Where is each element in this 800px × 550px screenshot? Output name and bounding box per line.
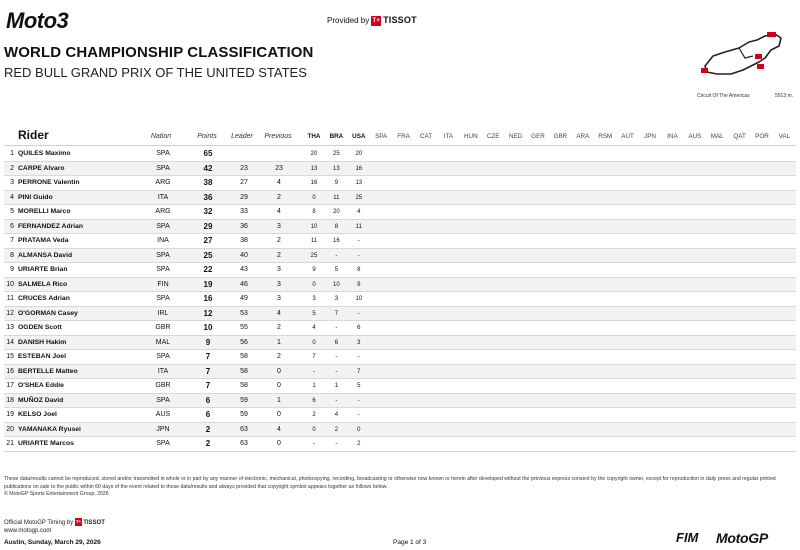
- rider-gap-leader: 40: [240, 251, 248, 259]
- race-result: 8: [357, 267, 361, 273]
- rider-gap-previous: 1: [277, 338, 281, 346]
- circuit-name: Circuit Of The Americas: [697, 93, 750, 99]
- rider-position: 6: [10, 222, 14, 230]
- rider-position: 5: [10, 208, 14, 215]
- rider-name: URIARTE Brian: [18, 266, 68, 273]
- page-number: Page 1 of 3: [393, 539, 427, 546]
- rider-position: 12: [6, 309, 14, 317]
- rider-position: 20: [6, 425, 14, 433]
- race-result: -: [335, 368, 338, 375]
- table-row: [4, 394, 796, 409]
- rider-points: 6: [205, 395, 211, 405]
- page-subtitle: RED BULL GRAND PRIX OF THE UNITED STATES: [4, 65, 307, 80]
- rider-points: 27: [203, 236, 213, 245]
- race-result: 16: [355, 165, 363, 172]
- rider-nation: GBR: [155, 324, 171, 331]
- rider-position: 10: [6, 280, 14, 288]
- rider-position: 17: [6, 382, 14, 389]
- rider-points: 36: [203, 192, 213, 202]
- rider-gap-leader: 55: [240, 324, 248, 331]
- timing-label: Official MotoGP Timing by: [4, 520, 74, 526]
- race-result: 8: [312, 209, 316, 215]
- rider-points: 2: [205, 439, 211, 448]
- table-row: [4, 176, 796, 191]
- table-row: [4, 249, 796, 264]
- table-row: [4, 278, 796, 293]
- header-divider: [4, 145, 796, 146]
- rider-points: 2: [205, 424, 211, 434]
- tissot-wordmark: TISSOT: [383, 15, 417, 25]
- race-result: -: [357, 238, 360, 244]
- race-result: -: [313, 441, 315, 447]
- column-header-race: CAT: [419, 133, 433, 140]
- table-row: [4, 191, 796, 206]
- column-header-race: VAL: [778, 133, 791, 140]
- column-header-race: RSM: [598, 133, 613, 140]
- race-result: 11: [310, 238, 318, 244]
- column-header-leader: Leader: [231, 133, 253, 140]
- race-result: -: [335, 252, 338, 259]
- race-result: 6: [312, 397, 316, 404]
- rider-position: 15: [6, 353, 14, 360]
- rider-points: 25: [203, 250, 213, 260]
- rider-name: YAMANAKA Ryusei: [18, 425, 81, 433]
- race-result: 6: [334, 339, 339, 346]
- rider-gap-leader: 43: [240, 266, 248, 273]
- race-result: 3: [334, 296, 339, 302]
- rider-gap-leader: 58: [240, 367, 248, 375]
- race-result: 2: [357, 441, 361, 447]
- race-result: 10: [355, 296, 363, 302]
- rider-position: 8: [10, 251, 14, 259]
- rider-points: 42: [203, 163, 213, 173]
- race-result: 16: [310, 180, 318, 186]
- rider-name: ALMANSA David: [18, 251, 73, 259]
- rider-gap-leader: 46: [240, 280, 248, 288]
- rider-nation: JPN: [156, 425, 170, 433]
- rider-gap-previous: 0: [277, 440, 281, 447]
- rider-name: PRATAMA Veda: [18, 237, 69, 244]
- rider-gap-leader: 33: [240, 208, 248, 215]
- rider-nation: SPA: [156, 266, 170, 273]
- column-header-race: USA: [352, 133, 366, 140]
- column-header-race: HUN: [463, 133, 478, 140]
- rider-gap-leader: 27: [240, 179, 248, 186]
- rider-position: 7: [10, 237, 14, 244]
- rider-nation: IRL: [157, 309, 169, 317]
- rider-name: QUILES Maximo: [18, 150, 71, 157]
- rider-nation: SPA: [156, 440, 170, 447]
- rider-name: ESTEBAN Joel: [18, 353, 66, 360]
- race-result: -: [335, 325, 338, 331]
- race-result: 25: [355, 194, 363, 201]
- rider-points: 7: [205, 366, 211, 376]
- rider-name: MUÑOZ David: [18, 396, 64, 404]
- column-header-race: POR: [755, 133, 769, 140]
- race-result: 1: [312, 383, 316, 389]
- column-header-race: SPA: [375, 133, 388, 140]
- rider-position: 18: [6, 396, 14, 404]
- race-result: 20: [355, 151, 363, 157]
- rider-gap-previous: 2: [277, 193, 281, 201]
- table-row: [4, 147, 796, 162]
- rider-gap-previous: 0: [277, 367, 281, 375]
- rider-nation: GBR: [155, 382, 171, 389]
- column-header-race: GBR: [553, 133, 568, 140]
- race-result: 0: [312, 339, 316, 346]
- moto3-logo: Moto3: [6, 8, 69, 33]
- rider-points: 29: [203, 221, 213, 231]
- rider-gap-leader: 23: [240, 164, 248, 172]
- column-header-race: ITA: [443, 133, 454, 140]
- rider-points: 16: [203, 294, 213, 303]
- rider-gap-previous: 0: [277, 382, 281, 389]
- column-header-points: Points: [197, 133, 217, 140]
- rider-gap-previous: 4: [277, 309, 281, 317]
- rider-position: 1: [10, 150, 14, 157]
- table-row: [4, 162, 796, 177]
- rider-gap-leader: 38: [240, 237, 248, 244]
- page-title: WORLD CHAMPIONSHIP CLASSIFICATION: [4, 44, 314, 61]
- rider-gap-leader: 53: [240, 309, 248, 317]
- race-result: -: [357, 412, 360, 418]
- column-header-race: BRA: [329, 133, 344, 140]
- race-result: 13: [310, 165, 318, 172]
- rider-gap-leader: 56: [240, 338, 248, 346]
- table-row: [4, 234, 796, 249]
- rider-points: 38: [203, 178, 213, 187]
- race-result: 10: [310, 223, 318, 230]
- rider-name: SALMELA Rico: [18, 280, 68, 288]
- provided-by-label: Provided by: [327, 16, 370, 25]
- column-header-rider: Rider: [18, 128, 49, 142]
- race-result: 1: [334, 383, 339, 389]
- rider-nation: ITA: [157, 193, 169, 201]
- rider-nation: ARG: [155, 179, 171, 186]
- rider-name: OGDEN Scott: [18, 324, 62, 331]
- table-row: [4, 292, 796, 307]
- race-result: 8: [334, 223, 339, 230]
- rider-position: 4: [10, 193, 14, 201]
- column-header-race: NED: [508, 133, 523, 140]
- race-result: 3: [312, 296, 316, 302]
- provided-by: [327, 15, 417, 26]
- rider-name: PERRONE Valentin: [18, 179, 80, 186]
- race-column-headers: [0, 130, 800, 144]
- rider-nation: SPA: [156, 251, 170, 259]
- rider-gap-previous: 3: [277, 222, 281, 230]
- race-result: 7: [312, 354, 316, 360]
- column-header-race: CZE: [486, 133, 500, 140]
- race-result: 0: [312, 194, 316, 201]
- column-header-race: MAL: [710, 133, 724, 140]
- rider-gap-leader: 59: [240, 396, 248, 404]
- rider-nation: ITA: [157, 367, 169, 375]
- disclaimer-text: These data/results cannot be reproduced, stored and/or transmitted in whole or in part by any manner of electronic, mechanical, photocopying, recording, broadcasting or otherwise now known or herein after developed without the previous express consent by the copyright owner, except for reproduction in daily press and regular printed publications on sale to the public within 60 days of the event related to those data/results and always provided that copyright symbol appears together as follows below.: [4, 476, 776, 490]
- race-result: 9: [334, 180, 339, 186]
- table-row: [4, 379, 796, 394]
- rider-name: KELSO Joel: [18, 411, 57, 418]
- race-result: -: [357, 354, 360, 360]
- rider-position: 2: [10, 164, 14, 172]
- rider-gap-leader: 49: [240, 295, 248, 302]
- race-result: 0: [312, 426, 316, 433]
- rider-gap-previous: 4: [277, 208, 281, 215]
- rider-points: 9: [205, 337, 211, 347]
- column-header-nation: Nation: [150, 133, 172, 140]
- column-header-previous: Previous: [264, 133, 292, 140]
- race-result: 16: [333, 238, 340, 244]
- rider-points: 6: [205, 410, 211, 419]
- column-header-race: INA: [667, 133, 678, 140]
- rider-gap-leader: 29: [240, 193, 248, 201]
- race-result: 25: [310, 252, 318, 259]
- table-row: [4, 423, 796, 438]
- race-result: 13: [333, 165, 340, 172]
- rider-gap-leader: 59: [240, 411, 248, 418]
- rider-position: 19: [6, 411, 14, 418]
- rider-points: 22: [203, 265, 213, 274]
- race-result: 20: [310, 151, 318, 157]
- rider-gap-previous: 2: [277, 251, 281, 259]
- race-result: -: [335, 397, 338, 404]
- race-result: 9: [357, 281, 361, 288]
- table-row: [4, 263, 796, 278]
- rider-gap-leader: 63: [240, 440, 248, 447]
- circuit-length: 5513 m.: [775, 93, 794, 99]
- race-result: 0: [357, 426, 361, 433]
- rider-gap-leader: 63: [240, 425, 248, 433]
- race-result: 9: [312, 267, 316, 273]
- table-row: [4, 307, 796, 322]
- column-header-race: THA: [307, 133, 321, 140]
- tissot-mark-icon: T+: [372, 18, 381, 24]
- rider-nation: SPA: [156, 222, 170, 230]
- column-header-race: FRA: [397, 133, 410, 140]
- website-link[interactable]: www.motogp.com: [4, 528, 52, 534]
- rider-points: 10: [203, 323, 213, 332]
- rider-points: 7: [205, 381, 211, 390]
- event-date: Austin, Sunday, March 29, 2026: [4, 539, 101, 546]
- rider-gap-previous: 4: [277, 425, 281, 433]
- rider-nation: SPA: [156, 353, 170, 360]
- rider-gap-previous: 2: [277, 237, 281, 244]
- rider-gap-previous: 4: [277, 179, 281, 186]
- race-result: 10: [333, 281, 340, 288]
- race-result: 6: [357, 325, 361, 331]
- rider-points: 7: [205, 352, 211, 361]
- rider-nation: INA: [157, 237, 169, 244]
- circuit-map-icon: [695, 28, 795, 90]
- race-result: 2: [334, 426, 339, 433]
- race-result: 2: [312, 412, 316, 418]
- race-result: 0: [312, 281, 316, 288]
- column-header-race: AUT: [621, 133, 634, 140]
- fim-logo: FIM: [676, 530, 699, 545]
- race-result: -: [357, 397, 360, 404]
- official-timing: [4, 518, 105, 527]
- rider-gap-leader: 58: [240, 382, 248, 389]
- rider-name: DANISH Hakim: [18, 338, 67, 346]
- race-result: -: [335, 441, 338, 447]
- table-row: [4, 205, 796, 220]
- rider-gap-previous: 3: [277, 266, 281, 273]
- rider-gap-leader: 58: [240, 353, 248, 360]
- race-result: 13: [355, 180, 363, 186]
- column-header-race: GER: [531, 133, 545, 140]
- race-result: -: [313, 368, 315, 375]
- table-row: [4, 336, 796, 351]
- race-result: -: [357, 252, 360, 259]
- rider-position: 13: [6, 324, 14, 331]
- rider-position: 14: [6, 338, 14, 346]
- disclaimer: [4, 476, 794, 499]
- table-row: [4, 437, 796, 452]
- rider-position: 16: [6, 367, 14, 375]
- table-row: [4, 408, 796, 423]
- rider-name: PINI Guido: [18, 193, 53, 201]
- rider-gap-previous: 2: [277, 324, 281, 331]
- race-result: 25: [333, 151, 340, 157]
- motogp-logo: MotoGP: [716, 530, 768, 546]
- rider-position: 11: [6, 295, 14, 302]
- race-result: 5: [334, 267, 339, 273]
- rider-nation: ARG: [155, 208, 171, 215]
- rider-points: 32: [203, 207, 213, 216]
- table-row: [4, 220, 796, 235]
- rider-gap-previous: 1: [277, 396, 281, 404]
- rider-points: 19: [203, 279, 213, 289]
- race-result: 4: [312, 325, 316, 331]
- race-result: 5: [357, 383, 361, 389]
- race-result: 4: [357, 209, 361, 215]
- rider-name: BERTELLE Matteo: [18, 367, 78, 375]
- rider-nation: FIN: [157, 280, 169, 288]
- rider-position: 21: [6, 440, 14, 447]
- rider-name: URIARTE Marcos: [18, 440, 74, 447]
- column-header-race: JPN: [644, 133, 656, 140]
- rider-gap-previous: 23: [275, 164, 283, 172]
- race-result: 3: [357, 339, 361, 346]
- rider-name: MORELLI Marco: [18, 208, 71, 215]
- rider-nation: SPA: [156, 295, 170, 302]
- rider-gap-previous: 2: [277, 353, 281, 360]
- table-row: [4, 321, 796, 336]
- timing-tissot-logo: [75, 520, 105, 526]
- rider-name: O'GORMAN Casey: [18, 309, 78, 317]
- race-result: 20: [333, 209, 340, 215]
- rider-name: CARPE Alvaro: [18, 164, 65, 172]
- race-result: 5: [312, 310, 316, 317]
- rider-nation: MAL: [155, 338, 171, 346]
- race-result: 11: [333, 194, 340, 201]
- rider-name: O'SHEA Eddie: [18, 382, 64, 389]
- rider-gap-previous: 0: [277, 411, 281, 418]
- table-row: [4, 350, 796, 365]
- column-header-race: QAT: [733, 133, 746, 140]
- tissot-logo: [371, 15, 416, 25]
- rider-nation: SPA: [156, 150, 170, 157]
- race-result: 7: [334, 310, 339, 317]
- rider-name: CRUCES Adrian: [18, 295, 70, 302]
- rider-points: 12: [203, 308, 213, 318]
- rider-nation: SPA: [156, 164, 170, 172]
- rider-position: 9: [10, 266, 14, 273]
- rider-nation: AUS: [155, 411, 171, 418]
- timing-tissot-wordmark: TISSOT: [83, 520, 105, 526]
- column-header-race: ARA: [576, 133, 590, 140]
- rider-name: FERNANDEZ Adrian: [18, 222, 84, 230]
- copyright-text: © MotoGP Sports Entertainment Group, 2026: [4, 491, 109, 497]
- table-row: [4, 365, 796, 380]
- race-result: 11: [355, 223, 362, 230]
- rider-gap-previous: 3: [277, 295, 281, 302]
- rider-gap-leader: 36: [240, 222, 248, 230]
- race-result: 7: [357, 368, 361, 375]
- tissot-mark-icon: T+: [75, 519, 82, 524]
- race-result: -: [357, 310, 360, 317]
- column-header-race: AUS: [688, 133, 702, 140]
- rider-nation: SPA: [156, 396, 170, 404]
- rider-gap-previous: 3: [277, 280, 281, 288]
- race-result: 4: [334, 412, 339, 418]
- rider-points: 65: [203, 149, 213, 158]
- rider-position: 3: [10, 179, 14, 186]
- race-result: -: [335, 354, 338, 360]
